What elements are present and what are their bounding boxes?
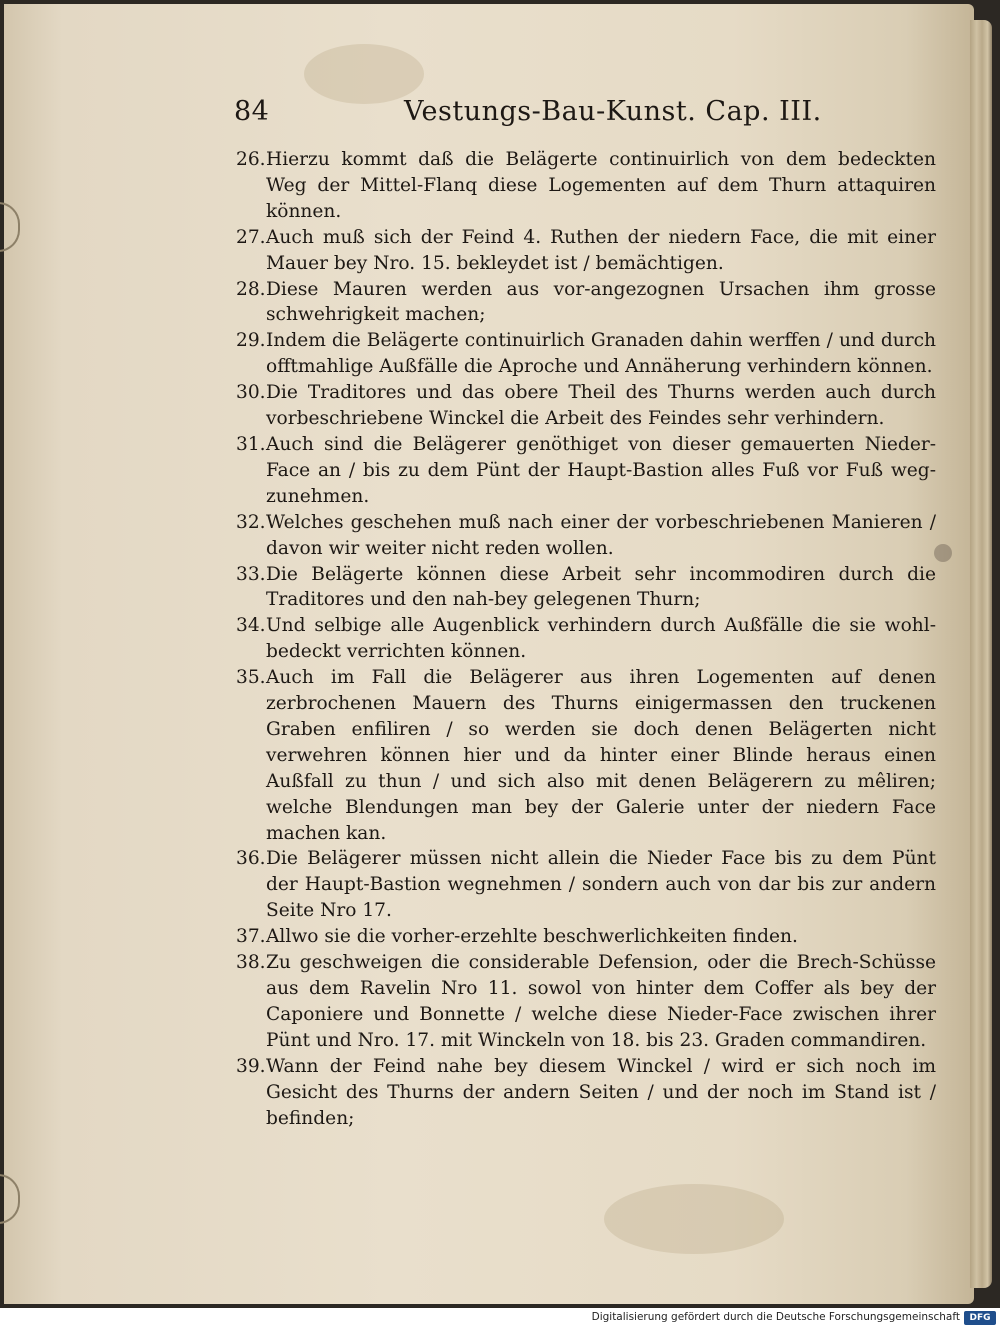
page-number: 84: [234, 96, 270, 127]
numbered-paragraph: [236, 225, 936, 277]
numbered-paragraph: [236, 432, 936, 510]
paragraph-text: Die Belägerte können diese Arbeit sehr incommodiren durch die Traditores und den nah-bey gelegenen Thurn;: [266, 563, 936, 611]
paragraph-number: 31.: [236, 433, 266, 455]
numbered-paragraph: [236, 510, 936, 562]
paragraph-text: Allwo sie die vorher-erzehlte beschwerlichkeiten finden.: [266, 926, 798, 948]
numbered-paragraph: [236, 277, 936, 329]
numbered-paragraph: [236, 380, 936, 432]
numbered-paragraph: [236, 924, 936, 950]
footer-bar: [0, 1308, 1000, 1329]
clasp-mark: [0, 1174, 20, 1224]
paper-page: [4, 4, 974, 1304]
paper-stain: [934, 544, 952, 562]
paragraph-number: 26.: [236, 149, 266, 170]
paper-stain: [304, 44, 424, 104]
paragraph-number: 32.: [236, 511, 266, 533]
numbered-paragraph: [236, 613, 936, 665]
paragraph-number: 29.: [236, 330, 266, 352]
page-header: [234, 96, 934, 136]
paragraph-text: Auch muß sich der Feind 4. Ruthen der niedern Face, die mit einer Mauer bey Nro. 15. bekleydet ist / bemächtigen.: [266, 226, 936, 274]
paragraph-number: 37.: [236, 926, 266, 948]
paragraph-text: Die Belägerer müssen nicht allein die Nieder Face bis zu dem Pünt der Haupt-Bastion wegnehmen / sondern auch von dar bis zur andern Seite Nro 17.: [266, 848, 936, 922]
clasp-mark: [0, 202, 20, 252]
paragraph-text: Wann der Feind nahe bey diesem Winckel / wird er sich noch im Gesicht des Thurns der andern Seiten / und der noch im Stand ist / befinden;: [266, 1055, 936, 1129]
paragraph-text: Zu geschweigen die considerable Defension, oder die Brech-Schüsse aus dem Ravelin Nro 11. sowol von hinter dem Coffer als bey der Caponiere und Bonnette / welche diese Nieder-Face zwischen ihrer Pünt und Nro. 17. mit Winckeln von 18. bis 23. Graden commandiren.: [266, 952, 936, 1051]
paragraph-number: 33.: [236, 563, 266, 585]
paragraph-text: Hierzu kommt daß die Belägerte continuirlich von dem bedeckten Weg der Mittel-Flanq diese Logementen auf dem Thurn attaquiren können.: [266, 149, 936, 222]
running-head: Vestungs-Bau-Kunst. Cap. III.: [404, 96, 822, 127]
paragraph-number: 35.: [236, 667, 266, 689]
paragraph-number: 28.: [236, 278, 266, 300]
page-edge: [970, 20, 992, 1288]
numbered-paragraph: [236, 1054, 936, 1132]
paragraph-number: 36.: [236, 848, 266, 870]
footer-credit: Digitalisierung gefördert durch die Deutsche Forschungsgemeinschaft: [591, 1311, 960, 1323]
numbered-paragraph: [236, 328, 936, 380]
numbered-paragraph: [236, 562, 936, 614]
paragraph-text: Und selbige alle Augenblick verhindern durch Außfälle die sie wohl-bedeckt verrichten können.: [266, 615, 936, 663]
paragraph-text: Die Traditores und das obere Theil des Thurns werden auch durch vorbeschriebene Winckel die Arbeit des Feindes sehr verhindern.: [266, 382, 936, 430]
paragraph-text: Diese Mauren werden aus vor-angezognen Ursachen ihm grosse schwehrigkeit machen;: [266, 278, 936, 326]
paragraph-number: 38.: [236, 952, 266, 974]
numbered-paragraph: [236, 665, 936, 846]
paper-stain: [604, 1184, 784, 1254]
numbered-paragraph: [236, 846, 936, 924]
numbered-paragraph: [236, 950, 936, 1054]
paragraph-text: Indem die Belägerte continuirlich Granaden dahin werffen / und durch offtmahlige Außfälle die Aproche und Annäherung verhindern können.: [266, 330, 936, 378]
text-block: [236, 147, 936, 1131]
numbered-paragraph: [236, 147, 936, 225]
paragraph-text: Auch im Fall die Belägerer aus ihren Logementen auf denen zerbrochenen Mauern des Thurns einigermassen den truckenen Graben enfiliren / so werden sie doch denen Belägerten nicht verwehren können hier und da hinter einer Blinde heraus einen Außfall zu thun / und sich also mit denen Belägerern zu mêliren; welche Blendungen man bey der Galerie unter der niedern Face machen kan.: [266, 667, 936, 844]
paragraph-number: 27.: [236, 226, 266, 248]
paragraph-number: 39.: [236, 1055, 266, 1077]
paragraph-number: 30.: [236, 382, 266, 404]
paragraph-number: 34.: [236, 615, 266, 637]
paragraph-text: Auch sind die Belägerer genöthiget von dieser gemauerten Nieder-Face an / bis zu dem Pünt der Haupt-Bastion alles Fuß vor Fuß weg-zunehmen.: [266, 433, 936, 507]
dfg-logo: DFG: [964, 1311, 996, 1325]
paragraph-text: Welches geschehen muß nach einer der vorbeschriebenen Manieren / davon wir weiter nicht reden wollen.: [266, 511, 936, 559]
